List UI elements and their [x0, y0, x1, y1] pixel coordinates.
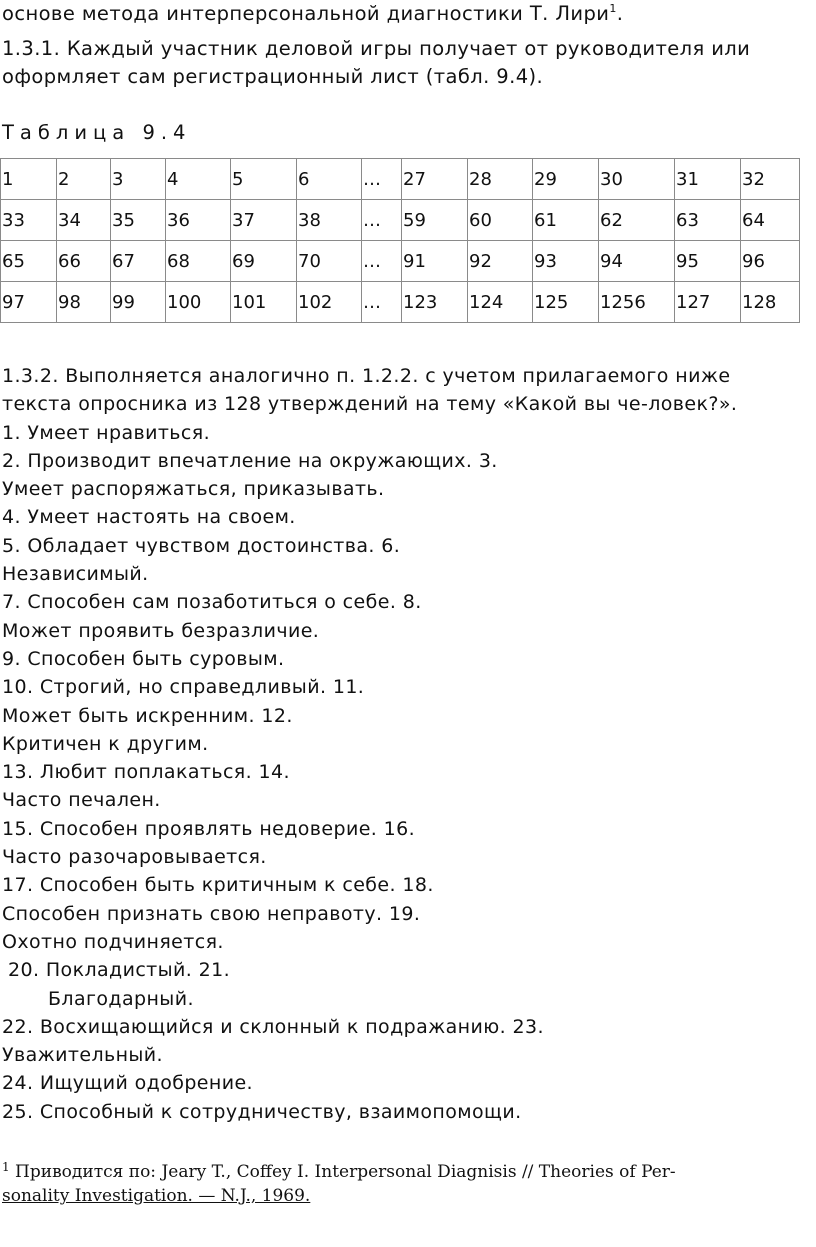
table-cell: 29: [533, 159, 599, 200]
table-cell: 128: [741, 282, 800, 323]
table-cell: 38: [297, 200, 362, 241]
table-body: [1, 159, 800, 323]
text-line: Уважительный.: [2, 1044, 163, 1067]
table-cell: 98: [57, 282, 111, 323]
table-cell: 4: [166, 159, 231, 200]
text-line: 1. Умеет нравиться.: [2, 421, 211, 444]
table-cell: 96: [741, 241, 800, 282]
table-cell: 27: [402, 159, 468, 200]
table-cell: 1256: [599, 282, 675, 323]
table-cell: 34: [57, 200, 111, 241]
table-cell: 63: [675, 200, 741, 241]
text-line: Часто печален.: [2, 789, 161, 812]
text-line: 4. Умеет настоять на своем.: [2, 506, 296, 529]
table-cell: 92: [468, 241, 533, 282]
table-cell: 99: [111, 282, 166, 323]
footnote-line-1: [2, 1160, 792, 1184]
table-cell: 6: [297, 159, 362, 200]
footnote: [2, 1160, 792, 1208]
table-caption: Таблица 9.4: [2, 121, 192, 144]
text-line: Умеет распоряжаться, приказывать.: [2, 478, 385, 501]
table-row: [1, 282, 800, 323]
table-cell: …: [362, 159, 402, 200]
table-cell: 62: [599, 200, 675, 241]
table-cell: 67: [111, 241, 166, 282]
text-line: 20. Покладистый. 21.: [8, 959, 231, 982]
table-cell: 101: [231, 282, 297, 323]
table-cell: …: [362, 282, 402, 323]
table-cell: 70: [297, 241, 362, 282]
text-line: 5. Обладает чувством достоинства. 6.: [2, 534, 401, 557]
text-line: 13. Любит поплакаться. 14.: [2, 761, 290, 784]
intro-line-1: [2, 2, 623, 26]
table-cell: 28: [468, 159, 533, 200]
table-cell: 61: [533, 200, 599, 241]
table-cell: …: [362, 200, 402, 241]
text-line: 9. Способен быть суровым.: [2, 647, 285, 670]
table-cell: 36: [166, 200, 231, 241]
table-cell: 124: [468, 282, 533, 323]
text-line: текста опросника из 128 утверждений на тему «Какой вы че-ловек?».: [2, 393, 738, 416]
table-row: [1, 241, 800, 282]
text-line: 10. Строгий, но справедливый. 11.: [2, 676, 365, 699]
table-cell: 60: [468, 200, 533, 241]
footnote-reference[interactable]: 1: [609, 2, 617, 15]
table-row: [1, 159, 800, 200]
table-cell: 68: [166, 241, 231, 282]
text-line: 2. Производит впечатление на окружающих. 3.: [2, 449, 498, 472]
intro-line-2: 1.3.1. Каждый участник деловой игры получает от руководителя или: [2, 37, 751, 60]
footnote-mark: 1: [2, 1160, 10, 1174]
footnote-line-2: sonality Investigation. — N.J., 1969.: [2, 1186, 311, 1206]
text-line: Может быть искренним. 12.: [2, 704, 293, 727]
text-line: Способен признать свою неправоту. 19.: [2, 902, 421, 925]
table-cell: 5: [231, 159, 297, 200]
table-cell: 127: [675, 282, 741, 323]
table-cell: 37: [231, 200, 297, 241]
table-cell: 3: [111, 159, 166, 200]
table-cell: 93: [533, 241, 599, 282]
table-cell: 125: [533, 282, 599, 323]
text-line: 7. Способен сам позаботиться о себе. 8.: [2, 591, 422, 614]
text-line: Может проявить безразличие.: [2, 619, 320, 642]
table-cell: 91: [402, 241, 468, 282]
table-cell: 94: [599, 241, 675, 282]
table-cell: 35: [111, 200, 166, 241]
table-cell: 31: [675, 159, 741, 200]
table-cell: 2: [57, 159, 111, 200]
text-line: 24. Ищущий одобрение.: [2, 1072, 253, 1095]
text-line: 1.3.2. Выполняется аналогично п. 1.2.2. с учетом прилагаемого ниже: [2, 365, 731, 387]
intro-line-1-text: основе метода интерперсональной диагностики Т. Лири: [2, 2, 610, 25]
table-cell: 33: [1, 200, 57, 241]
table-cell: 69: [231, 241, 297, 282]
table-cell: 64: [741, 200, 800, 241]
text-line: 17. Способен быть критичным к себе. 18.: [2, 874, 434, 897]
footnote-line-1-text: Приводится по: Jeary T., Coffey I. Interpersonal Diagnisis // Theories of Per-: [15, 1162, 676, 1182]
table-row: [1, 200, 800, 241]
table-cell: 123: [402, 282, 468, 323]
intro-line-3: оформляет сам регистрационный лист (табл. 9.4).: [2, 65, 544, 88]
text-line: Благодарный.: [48, 987, 194, 1010]
table-cell: 59: [402, 200, 468, 241]
text-line: Охотно подчиняется.: [2, 930, 224, 953]
text-line: Независимый.: [2, 563, 149, 586]
text-line: 22. Восхищающийся и склонный к подражанию. 23.: [2, 1015, 544, 1038]
text-line: Критичен к другим.: [2, 732, 209, 755]
table-cell: 100: [166, 282, 231, 323]
table-cell: 1: [1, 159, 57, 200]
table-cell: 65: [1, 241, 57, 282]
registration-table: [0, 158, 800, 323]
intro-line-1-end: .: [616, 2, 624, 25]
table-cell: 97: [1, 282, 57, 323]
text-line: 25. Способный к сотрудничеству, взаимопомощи.: [2, 1100, 522, 1123]
text-line: 15. Способен проявлять недоверие. 16.: [2, 817, 416, 840]
table-cell: 95: [675, 241, 741, 282]
table-cell: 66: [57, 241, 111, 282]
questionnaire-text: [2, 362, 814, 1126]
table-cell: 32: [741, 159, 800, 200]
table-cell: …: [362, 241, 402, 282]
table-cell: 102: [297, 282, 362, 323]
table-cell: 30: [599, 159, 675, 200]
text-line: Часто разочаровывается.: [2, 846, 267, 869]
